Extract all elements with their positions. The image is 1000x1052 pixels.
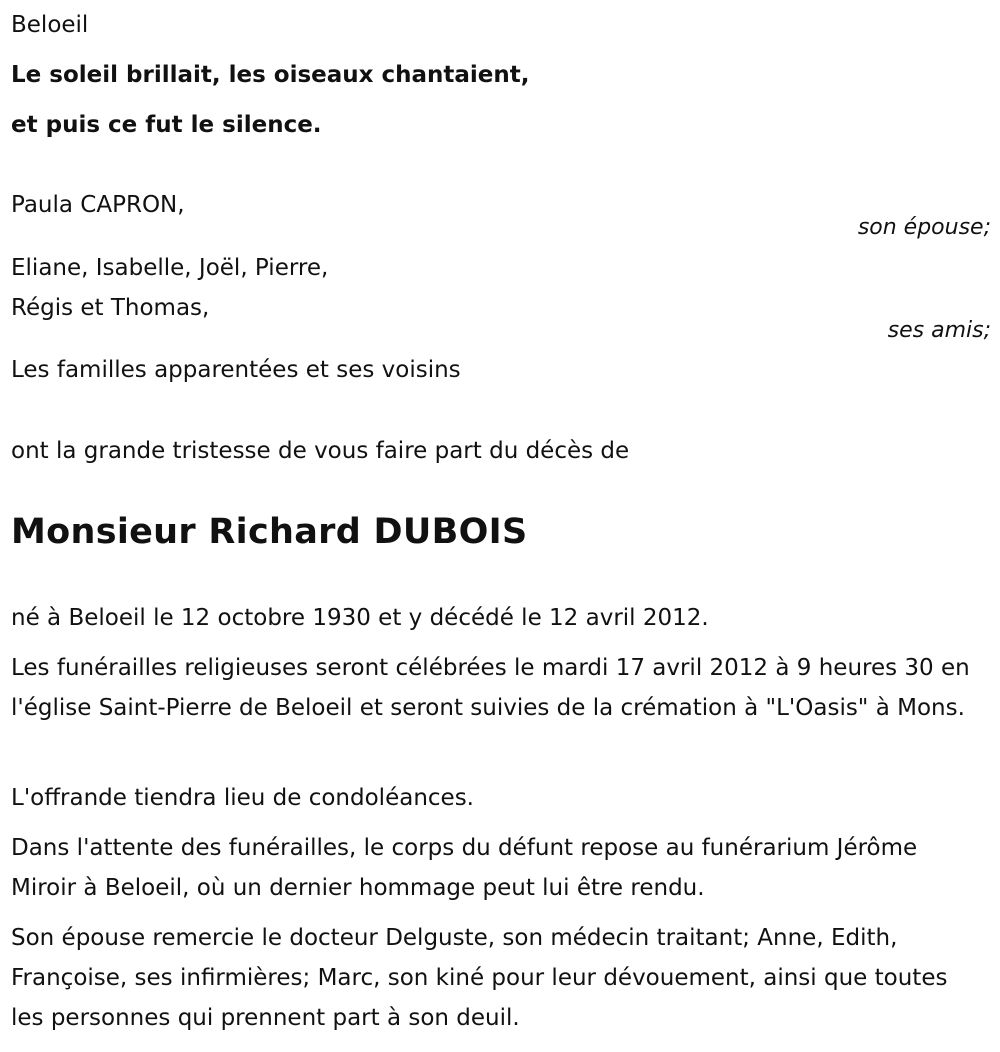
quote-line-2: et puis ce fut le silence. — [11, 112, 322, 138]
announcement-text: ont la grande tristesse de vous faire part du décès de — [11, 438, 630, 464]
families-line: Les familles apparentées et ses voisins — [11, 357, 461, 383]
funeral-paragraph: Les funérailles religieuses seront célébrées le mardi 17 avril 2012 à 9 heures 30 en l'église Saint-Pierre de Beloeil et seront suivies de la crémation à "L'Oasis" à Mons. — [11, 655, 970, 721]
friends-line-2: Régis et Thomas, — [11, 295, 210, 321]
thanks-paragraph: Son épouse remercie le docteur Delguste, son médecin traitant; Anne, Edith, Françoise, ses infirmières; Marc, son kiné pour leur dévouement, ainsi que toutes les personnes qui prennent part à son deuil. — [11, 925, 948, 1031]
friends-line-1: Eliane, Isabelle, Joël, Pierre, — [11, 255, 329, 281]
viewing-paragraph: Dans l'attente des funérailles, le corps du défunt repose au funérarium Jérôme Miroir à Beloeil, où un dernier hommage peut lui être rendu. — [11, 835, 918, 901]
spouse-role: son épouse; — [857, 215, 991, 240]
friends-role: ses amis; — [887, 318, 991, 343]
spouse-name: Paula CAPRON, — [11, 192, 185, 218]
deceased-name: Monsieur Richard DUBOIS — [11, 512, 528, 552]
place-heading: Beloeil — [11, 12, 89, 38]
birth-death-paragraph: né à Beloeil le 12 octobre 1930 et y décédé le 12 avril 2012. — [11, 605, 709, 631]
offering-paragraph: L'offrande tiendra lieu de condoléances. — [11, 785, 474, 811]
quote-line-1: Le soleil brillait, les oiseaux chantaient, — [11, 62, 530, 88]
